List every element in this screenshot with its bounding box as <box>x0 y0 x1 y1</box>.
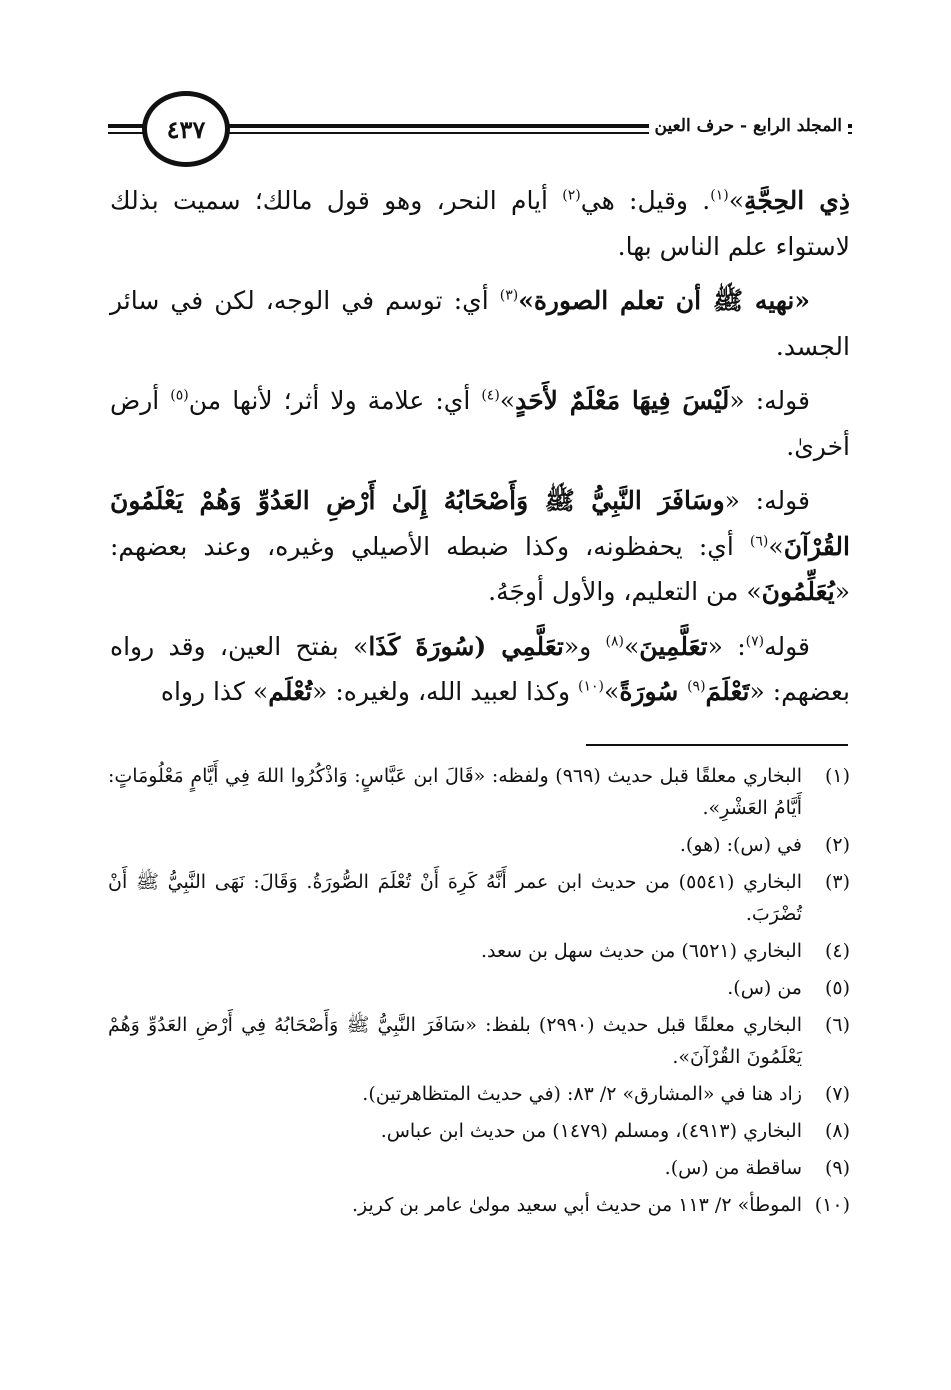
page-number: ٤٣٧ <box>166 114 206 144</box>
footnote-separator <box>586 744 848 746</box>
footnote-9: (٩) ساقطة من (س). <box>664 1157 850 1179</box>
footnote-ref: (٣) <box>499 287 519 304</box>
paragraph-5: قوله$^{(٧)}$: «تعَلَّمِينَ»$^{(٨)}$ و«تعَلَّمِي (سُورَةَ كَذَا» بفتح العين، وقد رواه بعضهم: «تَعْلَمَ$^{(٩)}$ سُورَةً»$^{(١٠)}$ وكذا لعبيد الله، ولغيره: «تُعْلَم» كذا رواه <box>110 631 850 706</box>
footnote-ref: (٢) <box>562 187 581 204</box>
paragraph-3: قوله: «لَيْسَ فِيهَا مَعْلَمٌ لأَحَدٍ»$^{(٤)}$ أي: علامة ولا أثر؛ لأنها من$^{(٥)}$ أرض أخرىٰ. <box>110 386 850 461</box>
footnote-ref: (١) <box>710 187 729 204</box>
footnote-2: (٢) في (س): (هو). <box>679 834 850 856</box>
paragraph-1: ذِي الحِجَّةِ»$^{(١)}$. وقيل: هي$^{(٢)}$ أيام النحر، وهو قول مالك؛ سميت بذلك لاستواء علم الناس بها. <box>110 186 850 261</box>
footnote-ref: (٥) <box>170 387 189 404</box>
main-text <box>110 178 850 724</box>
footnote-ref: (٧) <box>745 633 765 650</box>
page-header <box>108 86 852 186</box>
footnote-1: (١) البخاري معلقًا قبل حديث (٩٦٩) ولفظه: «قَالَ ابن عَبَّاسٍ: وَاذْكُرُوا اللهَ فِي أَيَّامٍ مَعْلُومَاتٍ: أَيَّامُ العَشْرِ». <box>108 765 850 819</box>
page-number-badge <box>142 91 230 167</box>
footnote-ref: (٨) <box>605 633 624 650</box>
footnote-5: (٥) من (س). <box>727 977 850 999</box>
footnote-ref: (١٠) <box>578 678 605 695</box>
footnote-10: (١٠) الموطأ» ٢/ ١١٣ من حديث أبي سعيد مولىٰ عامر بن كريز. <box>351 1194 850 1216</box>
footnote-6: (٦) البخاري معلقًا قبل حديث (٢٩٩٠) بلفظ: «سَافَرَ النَّبِيُّ ﷺ وَأَصْحَابُهُ فِي أَرْضِ العَدُوِّ وَهُمْ يَعْلَمُونَ القُرْآنَ». <box>108 1014 850 1068</box>
footnotes <box>108 760 850 1226</box>
footnote-ref: (٦) <box>749 533 769 550</box>
footnote-7: (٧) زاد هنا في «المشارق» ٢/ ٨٣: (في حديث المتظاهرتين). <box>362 1083 850 1105</box>
footnote-8: (٨) البخاري (٤٩١٣)، ومسلم (١٤٧٩) من حديث ابن عباس. <box>380 1120 850 1142</box>
footnote-4: (٤) البخاري (٦٥٢١) من حديث سهل بن سعد. <box>480 940 850 962</box>
running-header: المجلد الرابع - حرف العين <box>649 116 848 136</box>
footnote-3: (٣) البخاري (٥٥٤١) من حديث ابن عمر أَنَّهُ كَرِهَ أَنْ تُعْلَمَ الصُّورَةُ. وَقَالَ: نَهَى النَّبِيُّ ﷺ أَنْ تُضْرَبَ. <box>108 871 850 925</box>
paragraph-2: «نهيه ﷺ أن تعلم الصورة»$^{(٣)}$ أي: توسم في الوجه، لكن في سائر الجسد. <box>110 286 850 361</box>
paragraph-4: قوله: «وسَافَرَ النَّبِيُّ ﷺ وَأَصْحَابُهُ إِلَىٰ أَرْضِ العَدُوِّ وَهُمْ يَعْلَمُونَ القُرْآنَ»$^{(٦)}$ أي: يحفظونه، وكذا ضبطه الأصيلي وغيره، وعند بعضهم: «يُعَلِّمُونَ» من التعليم، والأول أوجَهُ. <box>110 486 850 606</box>
footnote-ref: (٩) <box>687 678 706 695</box>
footnote-ref: (٤) <box>481 387 500 404</box>
